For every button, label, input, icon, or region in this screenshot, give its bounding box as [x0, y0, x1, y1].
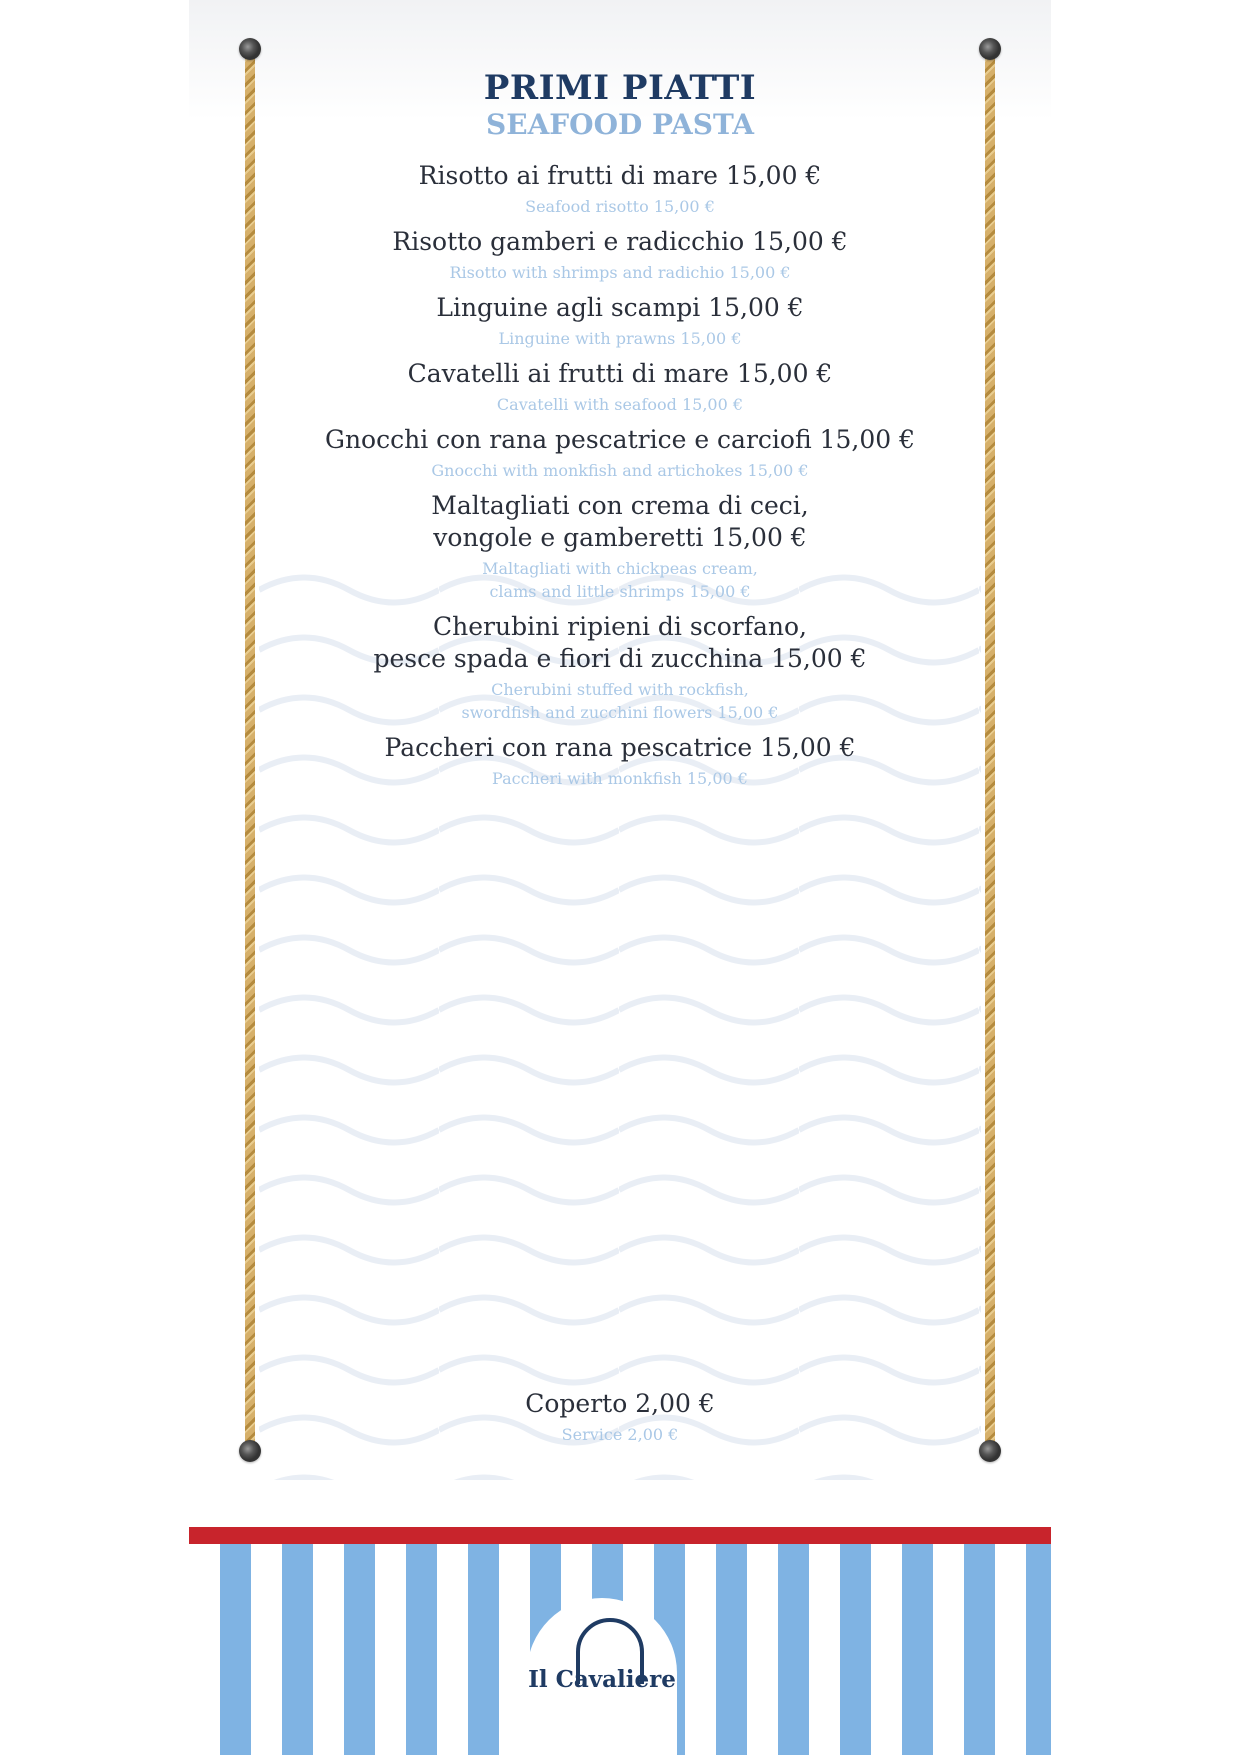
menu-content — [289, 60, 951, 798]
dish-name-italian: Maltagliati con crema di ceci, vongole e gamberetti 15,00 € — [431, 491, 809, 552]
menu-subtitle: SEAFOOD PASTA — [486, 108, 754, 141]
dish-name-italian: Paccheri con rana pescatrice 15,00 € — [384, 733, 856, 762]
dish-name-english: Linguine with prawns 15,00 € — [498, 329, 742, 348]
dish-name-italian: Cavatelli ai frutti di mare 15,00 € — [407, 359, 833, 388]
right-rope — [985, 48, 995, 1453]
grommet-icon — [239, 1440, 261, 1462]
dish-name-english: Maltagliati with chickpeas cream, clams and little shrimps 15,00 € — [482, 559, 758, 601]
dish-item — [289, 160, 951, 218]
cover-charge-english: Service 2,00 € — [561, 1425, 679, 1444]
dish-name-english: Risotto with shrimps and radichio 15,00 € — [449, 263, 791, 282]
dish-item — [289, 611, 951, 724]
dish-name-english: Gnocchi with monkfish and artichokes 15,00 € — [431, 461, 809, 480]
dish-name-italian: Linguine agli scampi 15,00 € — [436, 293, 804, 322]
dish-item — [289, 732, 951, 790]
dish-name-english: Cherubini stuffed with rockfish, swordfish and zucchini flowers 15,00 € — [461, 680, 779, 722]
menu-title: PRIMI PIATTI — [483, 68, 757, 108]
left-rope — [245, 48, 255, 1453]
dish-name-italian: Cherubini ripieni di scorfano, pesce spada e fiori di zucchina 15,00 € — [373, 612, 867, 673]
dish-name-italian: Gnocchi con rana pescatrice e carciofi 15,00 € — [324, 425, 916, 454]
dish-name-italian: Risotto ai frutti di mare 15,00 € — [418, 161, 822, 190]
dish-name-english: Seafood risotto 15,00 € — [525, 197, 715, 216]
brand-logo-text: Il Cavaliere — [528, 1666, 676, 1693]
grommet-icon — [979, 38, 1001, 60]
dish-name-italian: Risotto gamberi e radicchio 15,00 € — [392, 227, 848, 256]
dish-item — [289, 424, 951, 482]
cover-charge — [289, 1388, 951, 1446]
dish-item — [289, 490, 951, 603]
dish-item — [289, 292, 951, 350]
grommet-icon — [979, 1440, 1001, 1462]
dish-name-english: Paccheri with monkfish 15,00 € — [492, 769, 748, 788]
dish-item — [289, 226, 951, 284]
dish-item — [289, 358, 951, 416]
dish-name-english: Cavatelli with seafood 15,00 € — [496, 395, 744, 414]
grommet-icon — [239, 38, 261, 60]
red-band — [189, 1527, 1051, 1544]
menu-page — [189, 0, 1051, 1755]
cover-charge-italian: Coperto 2,00 € — [525, 1389, 715, 1418]
